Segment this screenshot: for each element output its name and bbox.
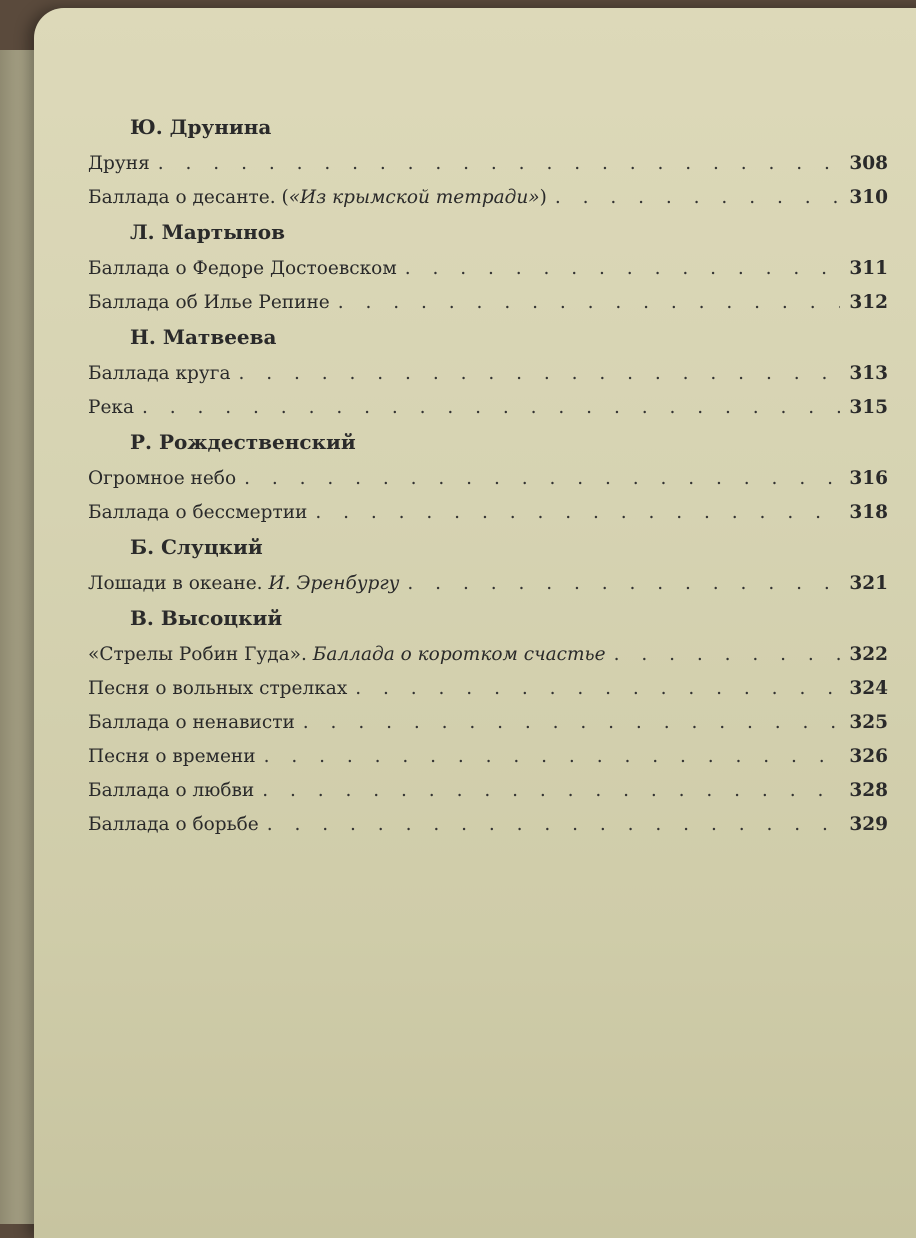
entry-title: Огромное небо (88, 468, 237, 489)
entry-subtitle: Баллада о коротком счастье (312, 644, 606, 665)
entry-subtitle: И. Эренбургу (268, 573, 400, 594)
entry-title: Баллада о бессмертии (88, 502, 308, 523)
toc-entry (88, 640, 888, 674)
entry-title: «Стрелы Робин Гуда». (88, 644, 307, 665)
page-number: 312 (849, 292, 888, 313)
toc-entry (88, 393, 888, 427)
page-number: 322 (849, 644, 888, 665)
table-of-contents (88, 112, 888, 844)
toc-entry (88, 183, 888, 217)
toc-entry (88, 288, 888, 322)
toc-entry (88, 674, 888, 708)
page-number: 315 (849, 397, 888, 418)
dot-leader (614, 640, 840, 670)
page-number: 326 (849, 746, 888, 767)
entry-title-tail: ) (539, 187, 547, 208)
entry-title: Друня (88, 153, 150, 174)
toc-entry (88, 742, 888, 776)
toc-entry (88, 498, 888, 532)
page-number: 325 (849, 712, 888, 733)
author-heading: Б. Слуцкий (130, 535, 263, 559)
dot-leader (142, 393, 840, 423)
dot-leader (264, 742, 840, 772)
toc-entry (88, 254, 888, 288)
dot-leader (238, 359, 840, 389)
author-heading: Л. Мартынов (130, 220, 286, 244)
dot-leader (244, 464, 840, 494)
dot-leader (158, 149, 840, 179)
page-number: 308 (849, 153, 888, 174)
dot-leader (303, 708, 840, 738)
toc-entry (88, 776, 888, 810)
page-number: 310 (849, 187, 888, 208)
dot-leader (355, 674, 840, 704)
page-number: 313 (849, 363, 888, 384)
page-number: 324 (849, 678, 888, 699)
page-number: 316 (849, 468, 888, 489)
toc-entry (88, 569, 888, 603)
toc-entry (88, 149, 888, 183)
entry-title: Песня о времени (88, 746, 256, 767)
dot-leader (315, 498, 840, 528)
dot-leader (338, 288, 840, 318)
dot-leader (407, 569, 840, 599)
entry-title: Баллада о десанте. ( (88, 187, 289, 208)
entry-subtitle: «Из крымской тетради» (288, 187, 540, 208)
author-heading: Н. Матвеева (130, 325, 277, 349)
page-number: 328 (849, 780, 888, 801)
dot-leader (267, 810, 840, 840)
dot-leader (262, 776, 840, 806)
toc-entry (88, 359, 888, 393)
entry-title: Баллада круга (88, 363, 231, 384)
page-number: 311 (849, 258, 888, 279)
entry-title: Лошади в океане. (88, 573, 263, 594)
entry-title: Баллада о любви (88, 780, 255, 801)
dot-leader (555, 183, 840, 213)
author-heading: В. Высоцкий (130, 606, 283, 630)
entry-title: Песня о вольных стрелках (88, 678, 348, 699)
entry-title: Баллада о Федоре Достоевском (88, 258, 397, 279)
author-heading: Р. Рождественский (130, 430, 356, 454)
page-number: 329 (849, 814, 888, 835)
page-number: 321 (849, 573, 888, 594)
entry-title: Баллада о ненависти (88, 712, 295, 733)
author-heading: Ю. Друнина (130, 115, 272, 139)
toc-entry (88, 810, 888, 844)
toc-entry (88, 464, 888, 498)
entry-title: Река (88, 397, 134, 418)
dot-leader (405, 254, 840, 284)
toc-entry (88, 708, 888, 742)
page-number: 318 (849, 502, 888, 523)
entry-title: Баллада о борьбе (88, 814, 259, 835)
entry-title: Баллада об Илье Репине (88, 292, 330, 313)
